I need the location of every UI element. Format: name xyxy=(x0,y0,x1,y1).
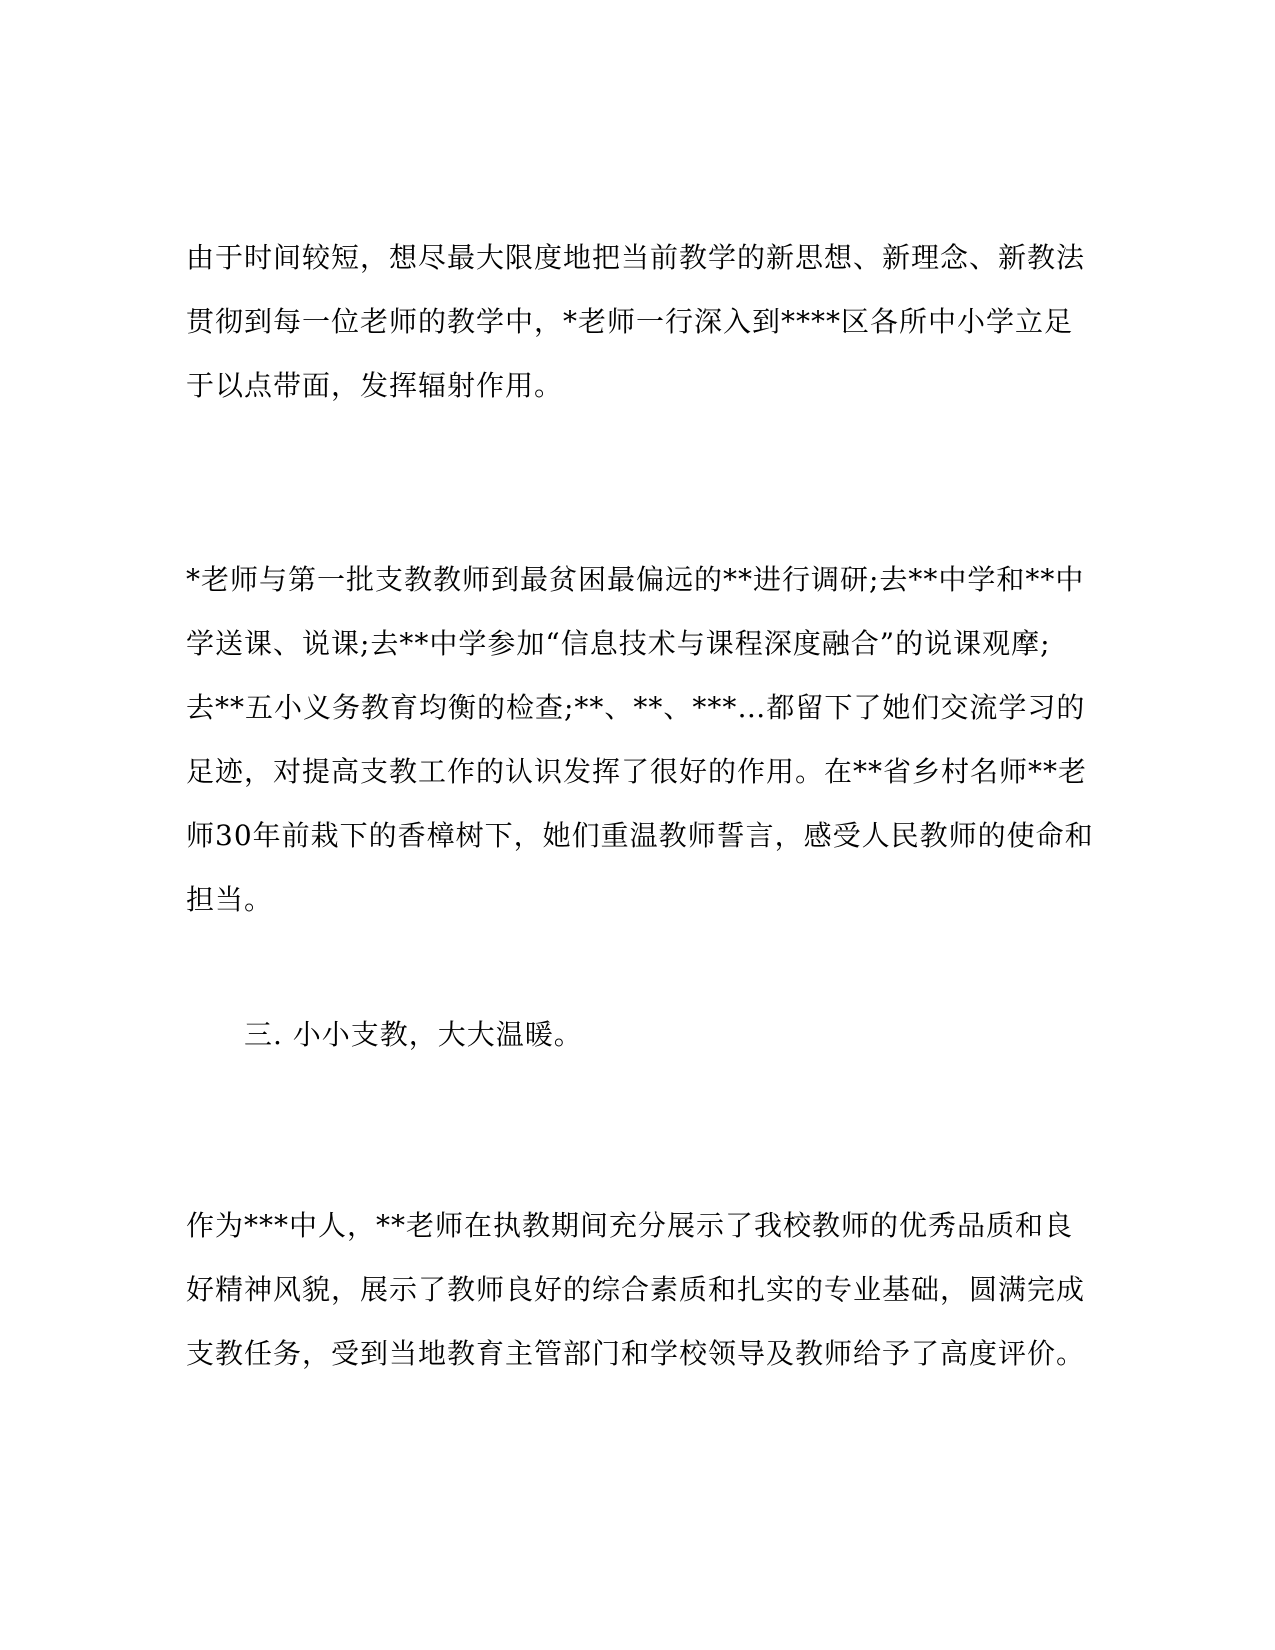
paragraph-evaluation xyxy=(186,1194,1096,1386)
text-line: 担当。 xyxy=(186,883,274,916)
text-line: 三. 小小支教，大大温暖。 xyxy=(244,1018,583,1051)
text-line: *老师与第一批支教教师到最贫困最偏远的**进行调研;去**中学和**中 xyxy=(186,563,1085,596)
text-line: 足迹，对提高支教工作的认识发挥了很好的作用。在**省乡村名师**老 xyxy=(186,755,1088,788)
paragraph-teaching-outreach xyxy=(186,226,1096,418)
text-line: 支教任务，受到当地教育主管部门和学校领导及教师给予了高度评价。 xyxy=(186,1337,1086,1370)
text-line: 好精神风貌，展示了教师良好的综合素质和扎实的专业基础，圆满完成 xyxy=(186,1273,1086,1306)
text-line: 师30年前栽下的香樟树下，她们重温教师誓言，感受人民教师的使命和 xyxy=(186,819,1094,852)
text-line: 去**五小义务教育均衡的检查;**、**、***…都留下了她们交流学习的 xyxy=(186,691,1086,724)
text-line: 于以点带面，发挥辐射作用。 xyxy=(186,369,564,402)
text-line: 贯彻到每一位老师的教学中，*老师一行深入到****区各所中小学立足 xyxy=(186,305,1074,338)
paragraph-research-visits xyxy=(186,548,1096,932)
text-line: 由于时间较短，想尽最大限度地把当前教学的新思想、新理念、新教法 xyxy=(186,241,1086,274)
text-line: 作为***中人，**老师在执教期间充分展示了我校教师的优秀品质和良 xyxy=(186,1209,1074,1242)
section-heading xyxy=(244,1003,1154,1067)
text-line: 学送课、说课;去**中学参加“信息技术与课程深度融合”的说课观摩; xyxy=(186,627,1051,660)
